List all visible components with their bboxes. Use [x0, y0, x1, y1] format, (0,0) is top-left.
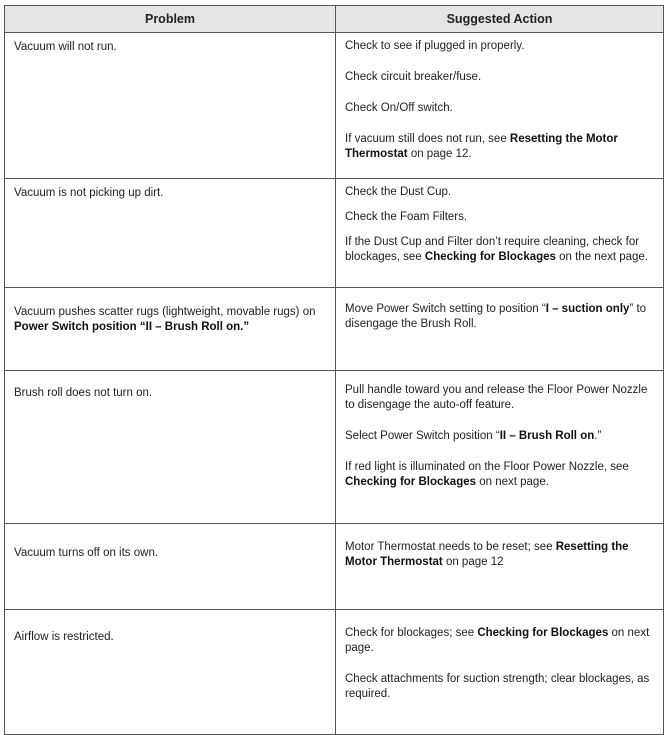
action-item: Pull handle toward you and release the Floor Power Nozzle to disengage the auto-off feature.: [345, 384, 648, 411]
reference-link-text: Checking for Blockages: [345, 476, 477, 488]
action-cell: [336, 524, 664, 610]
action-item: [345, 429, 655, 444]
table-row: [5, 524, 664, 610]
action-column-header: Suggested Action: [336, 6, 664, 33]
action-text: on the next page.: [555, 251, 649, 263]
action-item: [345, 302, 655, 332]
action-text: on next page.: [345, 627, 650, 654]
action-item: [345, 132, 655, 162]
problem-cell: Vacuum will not run.: [5, 33, 336, 179]
action-text: .”: [594, 430, 602, 442]
action-text: Motor Thermostat needs to be reset; see: [345, 541, 556, 553]
problem-text: Vacuum pushes scatter rugs (lightweight, movable rugs) on: [14, 306, 316, 318]
action-item: Check to see if plugged in properly.: [345, 40, 525, 52]
action-item: Check the Foam Filters.: [345, 211, 468, 223]
action-cell: [336, 371, 664, 524]
action-item: Check attachments for suction strength; clear blockages, as required.: [345, 673, 650, 700]
action-text: If vacuum still does not run, see: [345, 133, 510, 145]
table-row: [5, 371, 664, 524]
action-text: on page 12.: [407, 148, 472, 160]
action-text: Select Power Switch position “: [345, 430, 500, 442]
action-text: Move Power Switch setting to position “: [345, 303, 546, 315]
problem-cell: Vacuum turns off on its own.: [5, 524, 336, 610]
action-item: Check On/Off switch.: [345, 102, 453, 114]
table-row: [5, 610, 664, 735]
action-cell: [336, 33, 664, 179]
action-text: on next page.: [476, 476, 549, 488]
action-item: Check circuit breaker/fuse.: [345, 71, 482, 83]
action-cell: [336, 288, 664, 371]
table-row: [5, 179, 664, 288]
action-text: If the Dust Cup and Filter don’t require cleaning, check for blockages, see: [345, 236, 640, 263]
action-text: If red light is illuminated on the Floor Power Nozzle, see: [345, 461, 629, 473]
reference-link-text: Resetting the Motor Thermostat: [345, 541, 629, 568]
table-row: [5, 33, 664, 179]
reference-link-text: Resetting the Motor Thermostat: [345, 133, 618, 160]
problem-column-header: Problem: [5, 6, 336, 33]
setting-text: I – suction only: [545, 303, 630, 315]
problem-cell: [5, 288, 336, 371]
action-item: [345, 460, 655, 490]
action-item: [345, 235, 655, 265]
problem-cell: Brush roll does not turn on.: [5, 371, 336, 524]
action-cell: [336, 179, 664, 288]
problem-cell: Vacuum is not picking up dirt.: [5, 179, 336, 288]
problem-bold-text: Power Switch position “II – Brush Roll on.”: [14, 321, 250, 333]
action-item: Check the Dust Cup.: [345, 186, 452, 198]
action-item: [345, 626, 655, 656]
header-row: [5, 6, 664, 33]
action-item: [345, 540, 655, 570]
action-text: Check for blockages; see: [345, 627, 478, 639]
action-text: ” to disengage the Brush Roll.: [345, 303, 647, 330]
reference-link-text: Checking for Blockages: [477, 627, 609, 639]
setting-text: II – Brush Roll on: [499, 430, 595, 442]
reference-link-text: Checking for Blockages: [424, 251, 556, 263]
table-row: [5, 288, 664, 371]
action-cell: [336, 610, 664, 735]
troubleshooting-table: [4, 5, 664, 735]
action-text: on page 12: [442, 556, 504, 568]
problem-cell: Airflow is restricted.: [5, 610, 336, 735]
